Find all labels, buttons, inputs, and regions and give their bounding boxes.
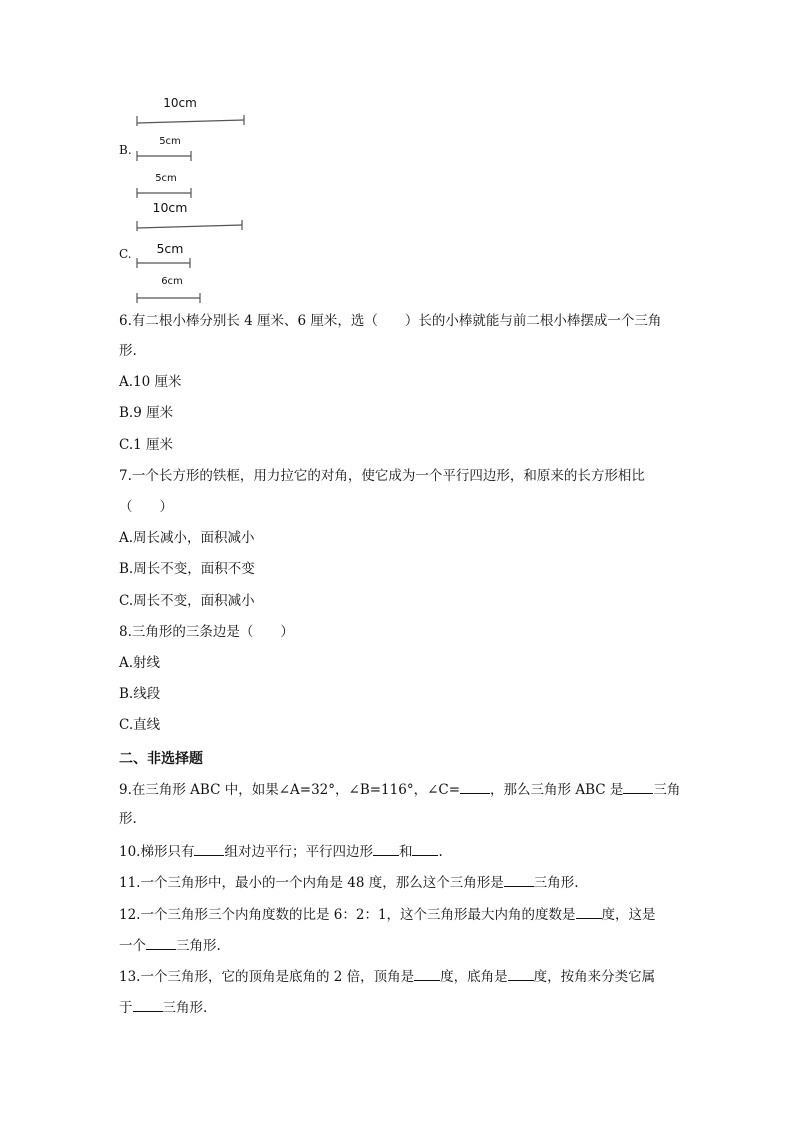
segment-label-b-5cm-1: 5cm — [159, 136, 181, 147]
segment-b-5cm-1 — [136, 150, 194, 162]
q8-option-c: C.直线 — [119, 717, 161, 733]
q10-text-3: 和 — [398, 844, 413, 860]
q6-option-a: A.10 厘米 — [119, 374, 182, 390]
q9-blank-triangle-type[interactable] — [623, 780, 653, 794]
segment-c-6cm — [136, 292, 204, 304]
segment-label-b-10cm: 10cm — [163, 96, 197, 110]
q8-option-a: A.射线 — [119, 655, 161, 671]
q13-text-3: 度，按角来分类它属 — [533, 969, 656, 985]
q9-blank-angle-c[interactable] — [460, 780, 490, 794]
q7-option-c: C.周长不变，面积减小 — [119, 593, 255, 609]
q9-text-2: ，那么三角形 ABC 是 — [490, 782, 624, 798]
q10-text-1: 10.梯形只有 — [119, 844, 195, 860]
q13-blank-type[interactable] — [133, 998, 163, 1012]
segment-label-c-5cm: 5cm — [156, 241, 184, 256]
q6-option-c: C.1 厘米 — [119, 437, 174, 453]
q13-text-2: 度，底角是 — [440, 969, 508, 985]
segment-b-10cm — [136, 115, 246, 127]
q9-line1 — [119, 780, 680, 798]
segment-c-10cm — [136, 220, 246, 232]
q6-line1: 6.有二根小棒分别长 4 厘米、6 厘米，选（ ）长的小棒就能与前二根小棒摆成一个三角 — [119, 313, 662, 329]
q6-option-b: B.9 厘米 — [119, 405, 174, 421]
section-2-heading: 二、非选择题 — [119, 751, 203, 767]
q12-text-3: 一个 — [119, 938, 146, 954]
q9-line2: 形. — [119, 811, 137, 827]
segment-label-c-10cm: 10cm — [152, 200, 188, 215]
q11-text-2: 三角形. — [533, 875, 579, 891]
q13-line2 — [119, 998, 207, 1016]
q13-text-5: 三角形. — [162, 1000, 208, 1016]
q11-text-1: 11.一个三角形中，最小的一个内角是 48 度，那么这个三角形是 — [119, 875, 504, 891]
q6-line2: 形. — [119, 343, 137, 359]
q9-text-3: 三角 — [653, 782, 681, 798]
q12-text-4: 三角形. — [176, 938, 221, 954]
q12-blank-degree[interactable] — [576, 905, 602, 919]
q13-text-4: 于 — [119, 1000, 133, 1016]
q10-blank-1[interactable] — [194, 842, 224, 856]
q7-option-b: B.周长不变，面积不变 — [119, 561, 255, 577]
q7-option-a: A.周长减小，面积减小 — [119, 530, 255, 546]
q10-text-2: 组对边平行；平行四边形 — [224, 844, 373, 860]
q12-line1 — [119, 905, 656, 923]
q12-blank-type[interactable] — [146, 936, 176, 950]
q10-text-4: . — [438, 844, 443, 860]
q7-line2: （ ） — [119, 499, 173, 515]
segment-label-b-5cm-2: 5cm — [155, 173, 177, 184]
q8-line1: 8.三角形的三条边是（ ） — [119, 624, 294, 640]
q13-blank-base[interactable] — [508, 967, 534, 981]
q8-option-b: B.线段 — [119, 686, 161, 702]
q12-text-2: 度，这是 — [601, 907, 656, 923]
q12-line2 — [119, 936, 221, 954]
segment-b-5cm-2 — [136, 187, 194, 199]
q9-text-1: 9.在三角形 ABC 中，如果∠A=32°，∠B=116°，∠C= — [119, 782, 461, 798]
q13-line1 — [119, 967, 655, 985]
option-c-label: C. — [119, 247, 132, 261]
q10-blank-2[interactable] — [373, 842, 399, 856]
q12-text-1: 12.一个三角形三个内角度数的比是 6：2：1，这个三角形最大内角的度数是 — [119, 907, 576, 923]
q13-blank-apex[interactable] — [414, 967, 440, 981]
segment-label-c-6cm: 6cm — [161, 276, 183, 287]
q10-blank-3[interactable] — [412, 842, 438, 856]
q10-line — [119, 842, 443, 860]
segment-c-5cm — [136, 257, 194, 269]
q11-blank[interactable] — [504, 873, 534, 887]
q13-text-1: 13.一个三角形，它的顶角是底角的 2 倍，顶角是 — [119, 969, 415, 985]
option-b-label: B. — [119, 143, 132, 157]
q7-line1: 7.一个长方形的铁框，用力拉它的对角，使它成为一个平行四边形，和原来的长方形相比 — [119, 468, 645, 484]
q11-line — [119, 873, 579, 891]
